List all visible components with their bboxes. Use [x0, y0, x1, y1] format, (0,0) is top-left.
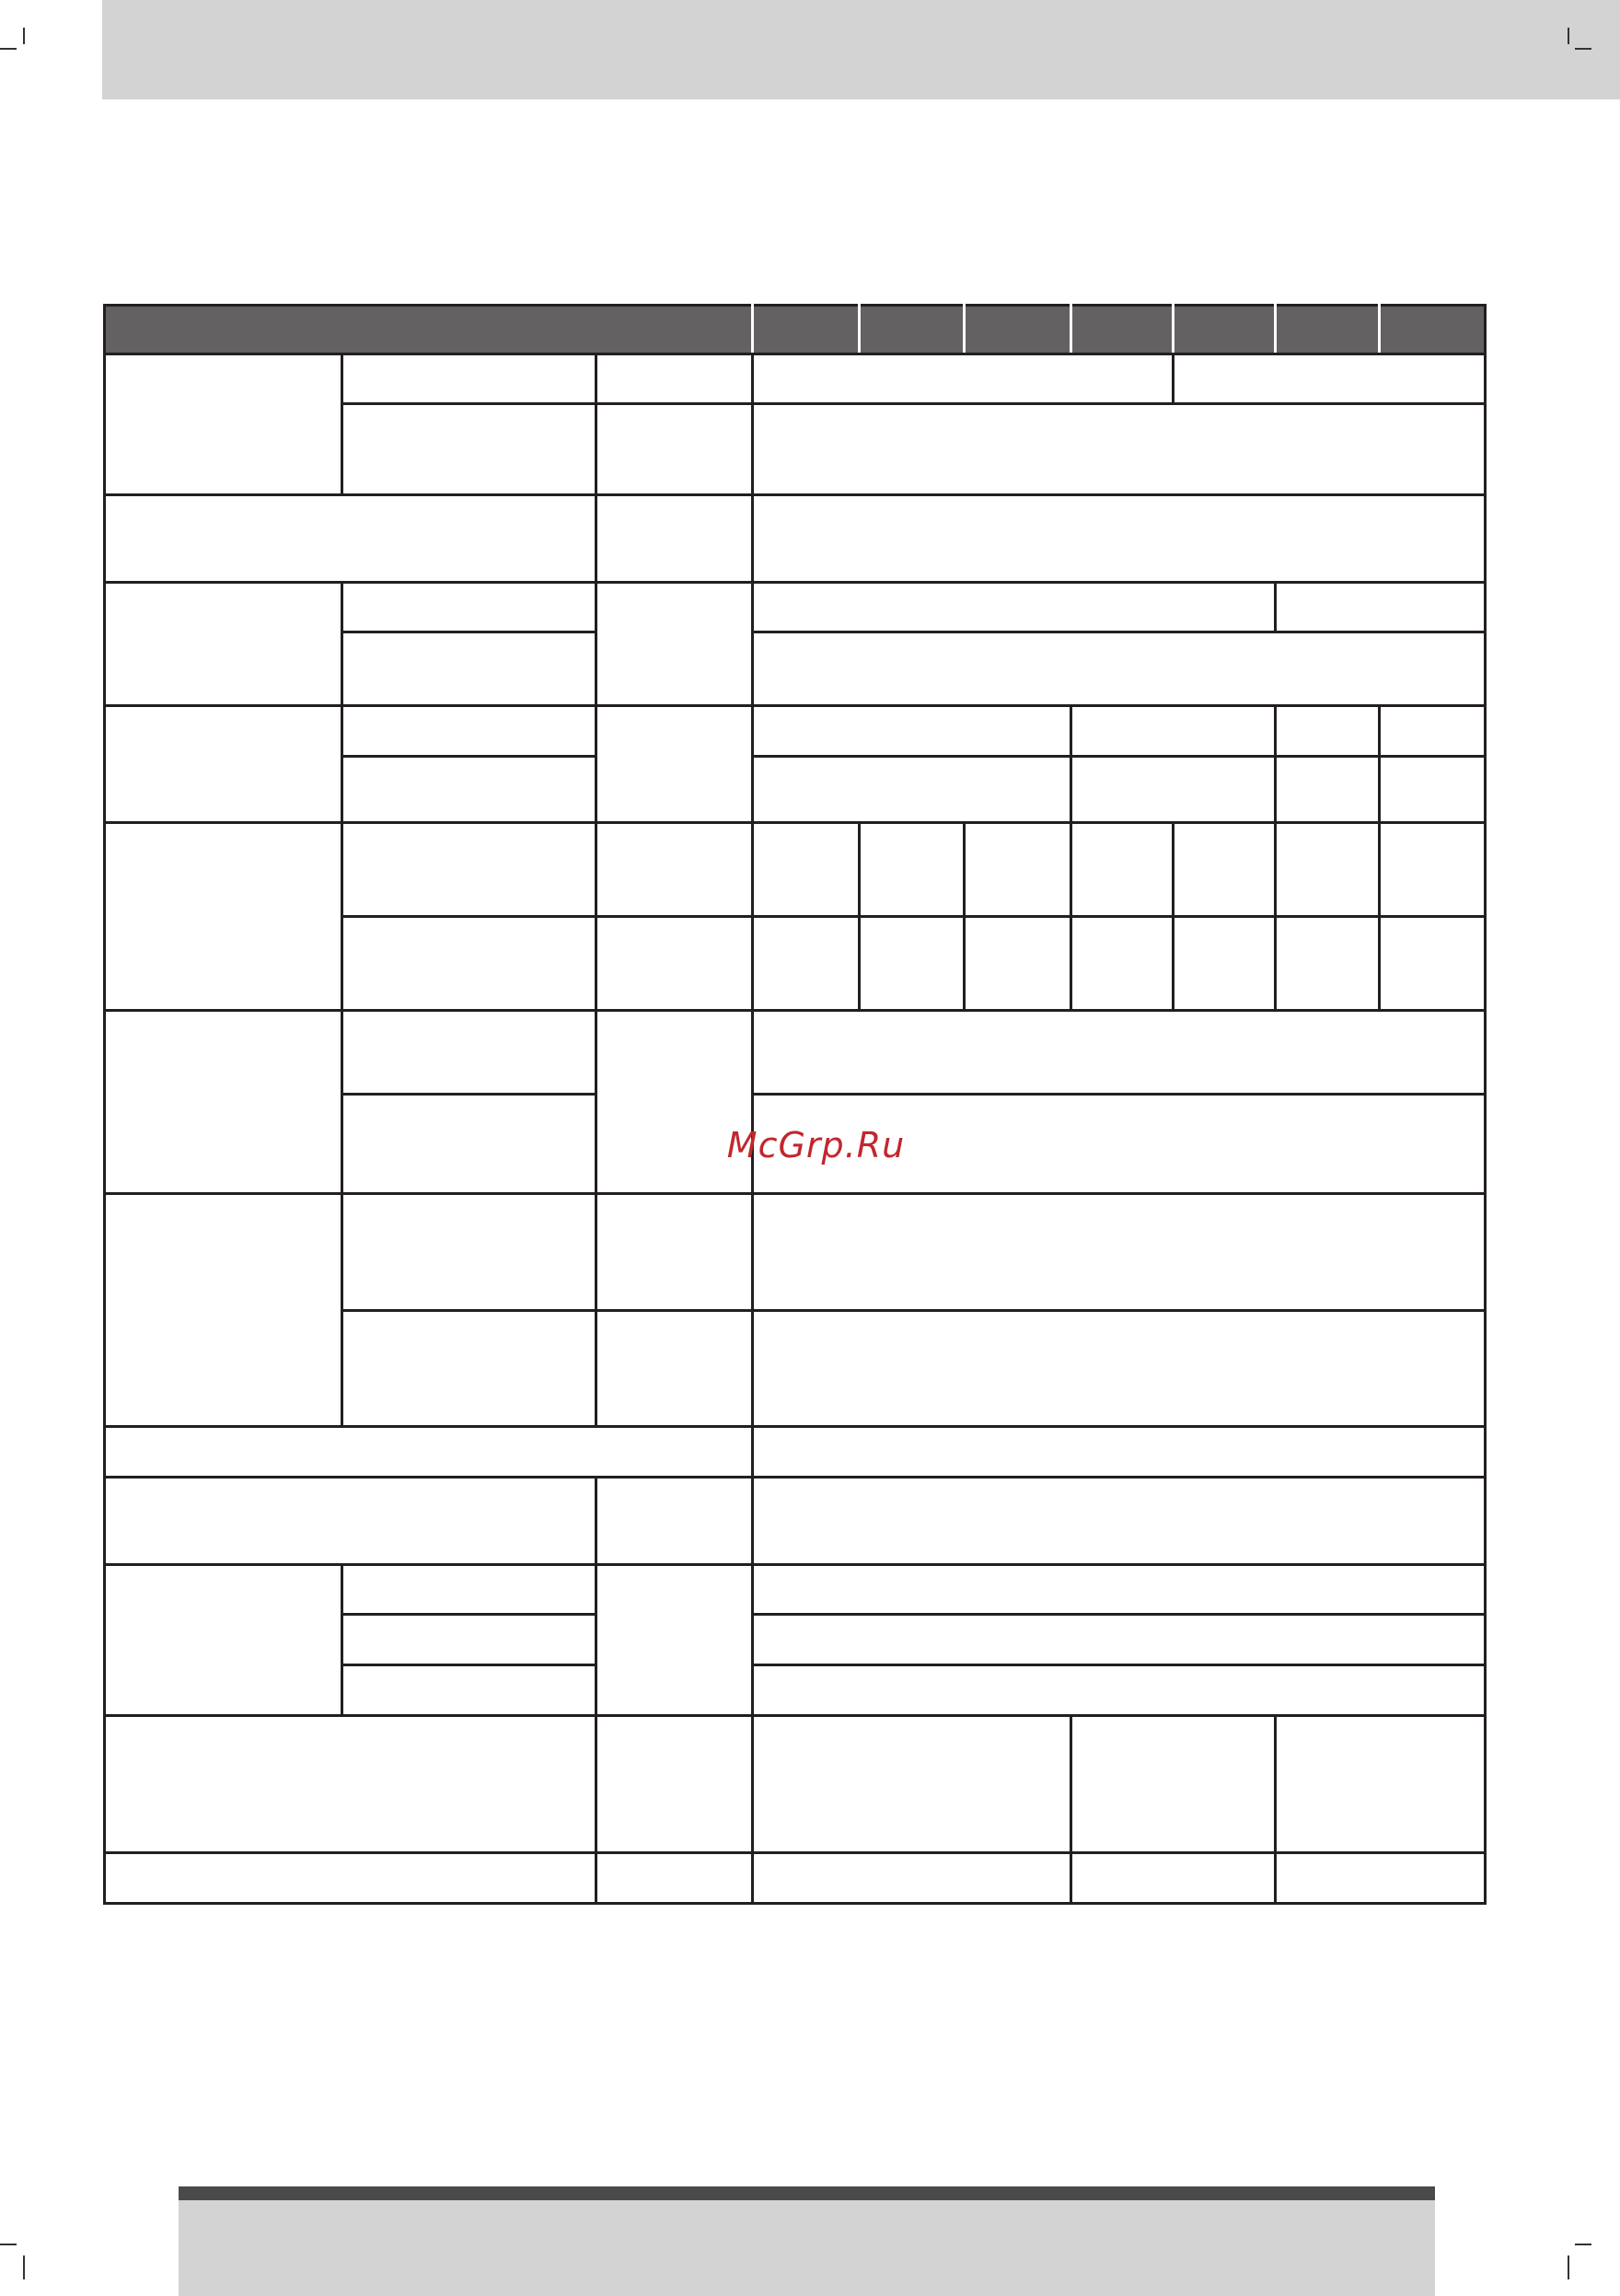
table-cell [342, 917, 596, 1011]
table-cell [596, 1011, 753, 1194]
table-cell [1071, 1716, 1276, 1853]
table-cell [1380, 823, 1486, 917]
table-row [105, 1427, 1486, 1478]
table-cell [342, 632, 596, 706]
table-cell [105, 1853, 596, 1904]
table-header-cell [1071, 306, 1174, 354]
table-row [105, 1565, 1486, 1615]
table-header-cell [753, 306, 860, 354]
table-cell [596, 823, 753, 917]
table-cell [596, 1478, 753, 1565]
table-cell [105, 495, 596, 583]
table-cell [1276, 706, 1380, 757]
table-cell [596, 354, 753, 404]
spec-table [103, 304, 1487, 1905]
table-cell [753, 917, 860, 1011]
table-cell [105, 1011, 342, 1194]
table-cell [1071, 917, 1174, 1011]
table-cell [753, 757, 1071, 823]
table-cell [965, 917, 1071, 1011]
table-header-row [105, 306, 1486, 354]
table-cell [1276, 583, 1486, 632]
table-cell [753, 583, 1276, 632]
watermark-text: McGrp.Ru [726, 1125, 906, 1165]
table-row [105, 1011, 1486, 1095]
crop-mark-bottom-left [0, 2244, 17, 2245]
crop-mark-top-left [23, 28, 25, 44]
table-cell [342, 1194, 596, 1311]
table-row [105, 1716, 1486, 1853]
table-cell [1174, 354, 1486, 404]
table-cell [596, 495, 753, 583]
header-band [102, 0, 1620, 99]
table-header-cell [1174, 306, 1276, 354]
table-row [105, 1194, 1486, 1311]
table-header-cell [965, 306, 1071, 354]
table-cell [596, 917, 753, 1011]
table-cell [596, 404, 753, 495]
crop-mark-top-right [1568, 28, 1569, 44]
table-cell [1276, 757, 1380, 823]
table-cell [1276, 1716, 1486, 1853]
table-cell [342, 1011, 596, 1095]
table-cell [342, 823, 596, 917]
table-cell [342, 1311, 596, 1427]
table-row [105, 495, 1486, 583]
table-cell [965, 823, 1071, 917]
table-cell [105, 583, 342, 706]
table-cell [105, 354, 342, 495]
crop-mark-bottom-left [23, 2255, 25, 2279]
table-cell [342, 1615, 596, 1665]
table-cell [105, 706, 342, 823]
table-cell [596, 1565, 753, 1716]
table-row [105, 583, 1486, 632]
table-cell [860, 823, 965, 917]
table-cell [753, 706, 1071, 757]
table-cell [596, 1716, 753, 1853]
table-row [105, 706, 1486, 757]
table-cell [342, 1565, 596, 1615]
table-cell [342, 583, 596, 632]
table-cell [1276, 823, 1380, 917]
footer-band [179, 2186, 1435, 2296]
table-cell [596, 1853, 753, 1904]
table-cell [1276, 917, 1380, 1011]
table-cell [1071, 1853, 1276, 1904]
table-cell [342, 404, 596, 495]
table-cell [753, 1427, 1486, 1478]
table-cell [1380, 917, 1486, 1011]
table-cell [105, 1194, 342, 1427]
table-header-cell [860, 306, 965, 354]
table-cell [1276, 1853, 1486, 1904]
crop-mark-top-left [0, 48, 17, 50]
table-row [105, 823, 1486, 917]
table-cell [1174, 823, 1276, 917]
table-cell [753, 354, 1174, 404]
table-cell [596, 1194, 753, 1311]
table-cell [753, 1565, 1486, 1615]
table-cell [596, 583, 753, 706]
table-cell [342, 706, 596, 757]
table-row [105, 1478, 1486, 1565]
table-cell [1380, 757, 1486, 823]
table-header-cell [1276, 306, 1380, 354]
table-row [105, 354, 1486, 404]
table-cell [753, 1194, 1486, 1311]
table-header-cell [1380, 306, 1486, 354]
table-cell [1380, 706, 1486, 757]
table-cell [753, 1665, 1486, 1716]
table-cell [596, 1311, 753, 1427]
table-cell [753, 404, 1486, 495]
table-cell [1071, 757, 1276, 823]
table-cell [753, 495, 1486, 583]
table-cell [1071, 823, 1174, 917]
table-cell [342, 1665, 596, 1716]
table-header-cell [105, 306, 753, 354]
crop-mark-bottom-right [1568, 2255, 1569, 2279]
table-cell [342, 354, 596, 404]
table-cell [105, 1565, 342, 1716]
table-cell [860, 917, 965, 1011]
table-cell [105, 1716, 596, 1853]
table-cell [753, 632, 1486, 706]
table-row [105, 1853, 1486, 1904]
table-cell [753, 1716, 1071, 1853]
crop-mark-bottom-right [1575, 2244, 1591, 2245]
table-cell [105, 823, 342, 1011]
table-cell [105, 1427, 753, 1478]
table-cell [105, 1478, 596, 1565]
crop-mark-top-right [1575, 48, 1591, 50]
table-cell [753, 1478, 1486, 1565]
table-cell [753, 1311, 1486, 1427]
table-cell [596, 706, 753, 823]
table-cell [753, 1011, 1486, 1095]
footer-rule [179, 2186, 1435, 2200]
table-cell [753, 1853, 1071, 1904]
table-cell [753, 823, 860, 917]
table-cell [342, 757, 596, 823]
table-cell [1174, 917, 1276, 1011]
table-cell [1071, 706, 1276, 757]
table-cell [753, 1615, 1486, 1665]
